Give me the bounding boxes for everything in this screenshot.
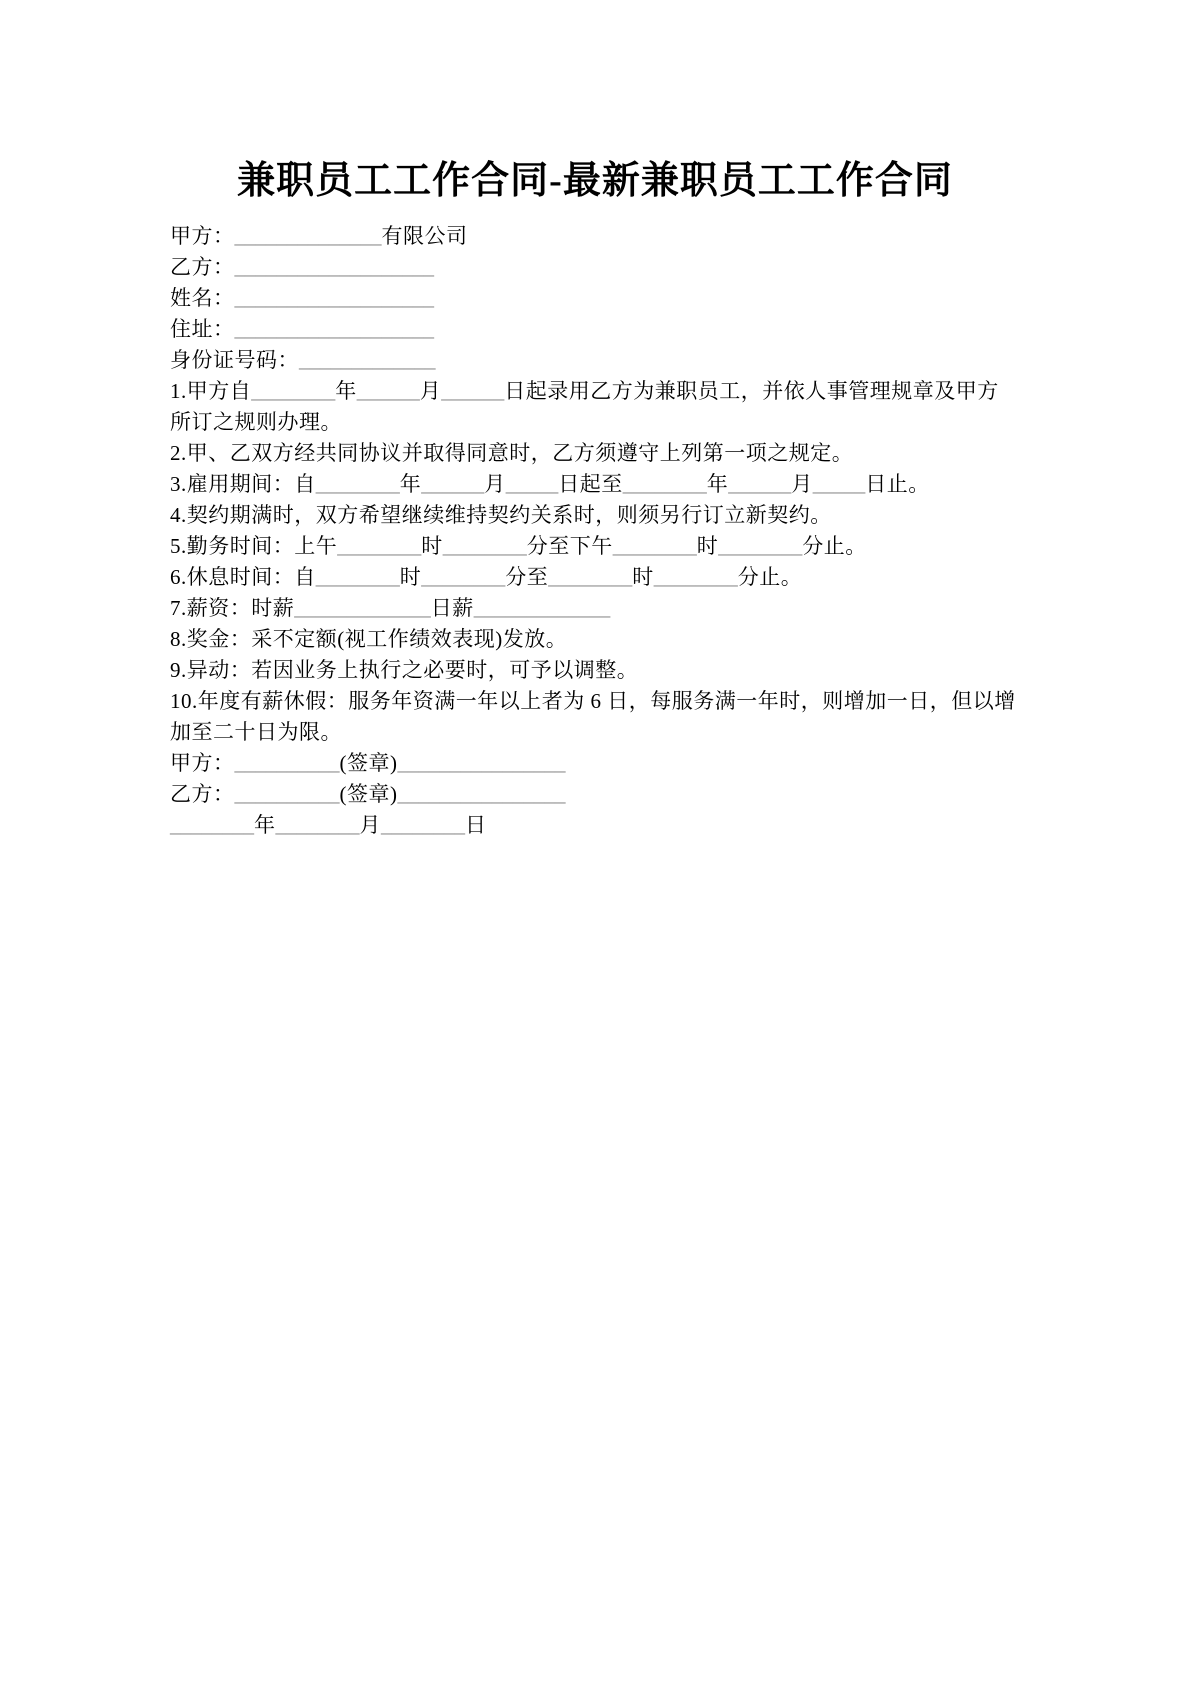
text-segment: (签章)	[339, 751, 398, 775]
clause-10-line-2	[170, 717, 1040, 748]
text-segment: 时	[421, 534, 443, 558]
party-b-signature	[170, 779, 1040, 810]
blank-field: ________	[337, 534, 422, 558]
id-number-field	[170, 345, 1040, 376]
clause-8	[170, 624, 1040, 655]
text-segment: 姓名：	[170, 286, 235, 310]
text-segment: 日起录用乙方为兼职员工，并依人事管理规章及甲方	[504, 379, 999, 403]
blank-field: ___________________	[234, 317, 434, 341]
text-segment: 4.契约期满时，双方希望继续维持契约关系时，则须另行订立新契约。	[170, 503, 832, 527]
text-segment: 时	[696, 534, 719, 558]
blank-field: ______	[356, 379, 420, 403]
text-segment: 月	[791, 472, 813, 496]
blank-field: ________	[251, 379, 336, 403]
text-segment: 月	[419, 379, 442, 403]
text-segment: 年	[706, 472, 729, 496]
text-segment: 乙方：	[170, 255, 235, 279]
document-title: 兼职员工工作合同-最新兼职员工工作合同	[237, 160, 953, 202]
blank-field: ________	[622, 472, 707, 496]
text-segment: 日止。	[865, 472, 930, 496]
text-segment: 月	[359, 813, 381, 837]
blank-field: ______	[728, 472, 792, 496]
date-line	[170, 810, 1040, 841]
blank-field: ________	[548, 565, 633, 589]
text-segment: 8.奖金：采不定额(视工作绩效表现)发放。	[170, 627, 568, 651]
blank-field: ___________________	[234, 286, 434, 310]
blank-field: ________	[421, 565, 506, 589]
blank-field: ________	[612, 534, 697, 558]
clause-6	[170, 562, 1040, 593]
blank-field: __________	[234, 751, 340, 775]
text-segment: 7.薪资：时薪	[170, 596, 295, 620]
text-segment: 分至	[505, 565, 549, 589]
text-segment: 分止。	[802, 534, 867, 558]
text-segment: 年	[399, 472, 422, 496]
text-segment: 有限公司	[381, 224, 468, 248]
blank-field: _____________	[473, 596, 611, 620]
blank-field: ___________________	[234, 255, 434, 279]
name-field	[170, 283, 1040, 314]
document-body	[170, 221, 1040, 841]
blank-field: _____________	[294, 596, 431, 620]
blank-field: _____________	[299, 348, 436, 372]
blank-field: ______	[441, 379, 505, 403]
text-segment: 加至二十日为限。	[170, 720, 342, 744]
party-a-field	[170, 221, 1040, 252]
clause-5	[170, 531, 1040, 562]
text-segment: 日起至	[558, 472, 623, 496]
text-segment: (签章)	[339, 782, 398, 806]
blank-field: ________	[718, 534, 803, 558]
clause-2	[170, 438, 1040, 469]
blank-field: ________	[315, 472, 400, 496]
text-segment: 3.雇用期间：自	[170, 472, 316, 496]
text-segment: 10.年度有薪休假：服务年资满一年以上者为 6 日，每服务满一年时，则增加一日，但以增	[170, 689, 1016, 713]
party-b-field	[170, 252, 1040, 283]
text-segment: 乙方：	[170, 782, 235, 806]
text-segment: 身份证号码：	[170, 348, 299, 372]
clause-1-line-1	[170, 376, 1040, 407]
blank-field: ________	[653, 565, 738, 589]
text-segment: 年	[254, 813, 276, 837]
text-segment: 日	[465, 813, 487, 837]
blank-field: ________	[170, 813, 254, 837]
text-segment: 5.勤务时间：上午	[170, 534, 338, 558]
text-segment: 甲方：	[170, 751, 235, 775]
text-segment: 日薪	[430, 596, 474, 620]
text-segment: 2.甲、乙双方经共同协议并取得同意时，乙方须遵守上列第一项之规定。	[170, 441, 854, 465]
text-segment: 月	[484, 472, 506, 496]
text-segment: 时	[632, 565, 654, 589]
blank-field: __________	[234, 782, 340, 806]
blank-field: _____	[505, 472, 559, 496]
text-segment: 甲方：	[170, 224, 235, 248]
text-segment: 年	[335, 379, 357, 403]
text-segment: 时	[399, 565, 422, 589]
address-field	[170, 314, 1040, 345]
text-segment: 6.休息时间：自	[170, 565, 316, 589]
text-segment: 9.异动：若因业务上执行之必要时，可予以调整。	[170, 658, 639, 682]
text-segment: 分至下午	[526, 534, 613, 558]
text-segment: 1.甲方自	[170, 379, 252, 403]
blank-field: ________________	[397, 782, 566, 806]
clause-7	[170, 593, 1040, 624]
text-segment: 住址：	[170, 317, 235, 341]
blank-field: ________	[442, 534, 527, 558]
text-segment: 所订之规则办理。	[170, 410, 342, 434]
blank-field: ________________	[397, 751, 566, 775]
blank-field: ________	[275, 813, 360, 837]
blank-field: ______________	[234, 224, 382, 248]
clause-3	[170, 469, 1040, 500]
blank-field: _____	[812, 472, 866, 496]
blank-field: ________	[315, 565, 400, 589]
text-segment: 分止。	[737, 565, 803, 589]
clause-1-line-2	[170, 407, 1040, 438]
clause-9	[170, 655, 1040, 686]
party-a-signature	[170, 748, 1040, 779]
clause-10-line-1	[170, 686, 1040, 717]
blank-field: ________	[381, 813, 465, 837]
clause-4	[170, 500, 1040, 531]
blank-field: ______	[421, 472, 485, 496]
